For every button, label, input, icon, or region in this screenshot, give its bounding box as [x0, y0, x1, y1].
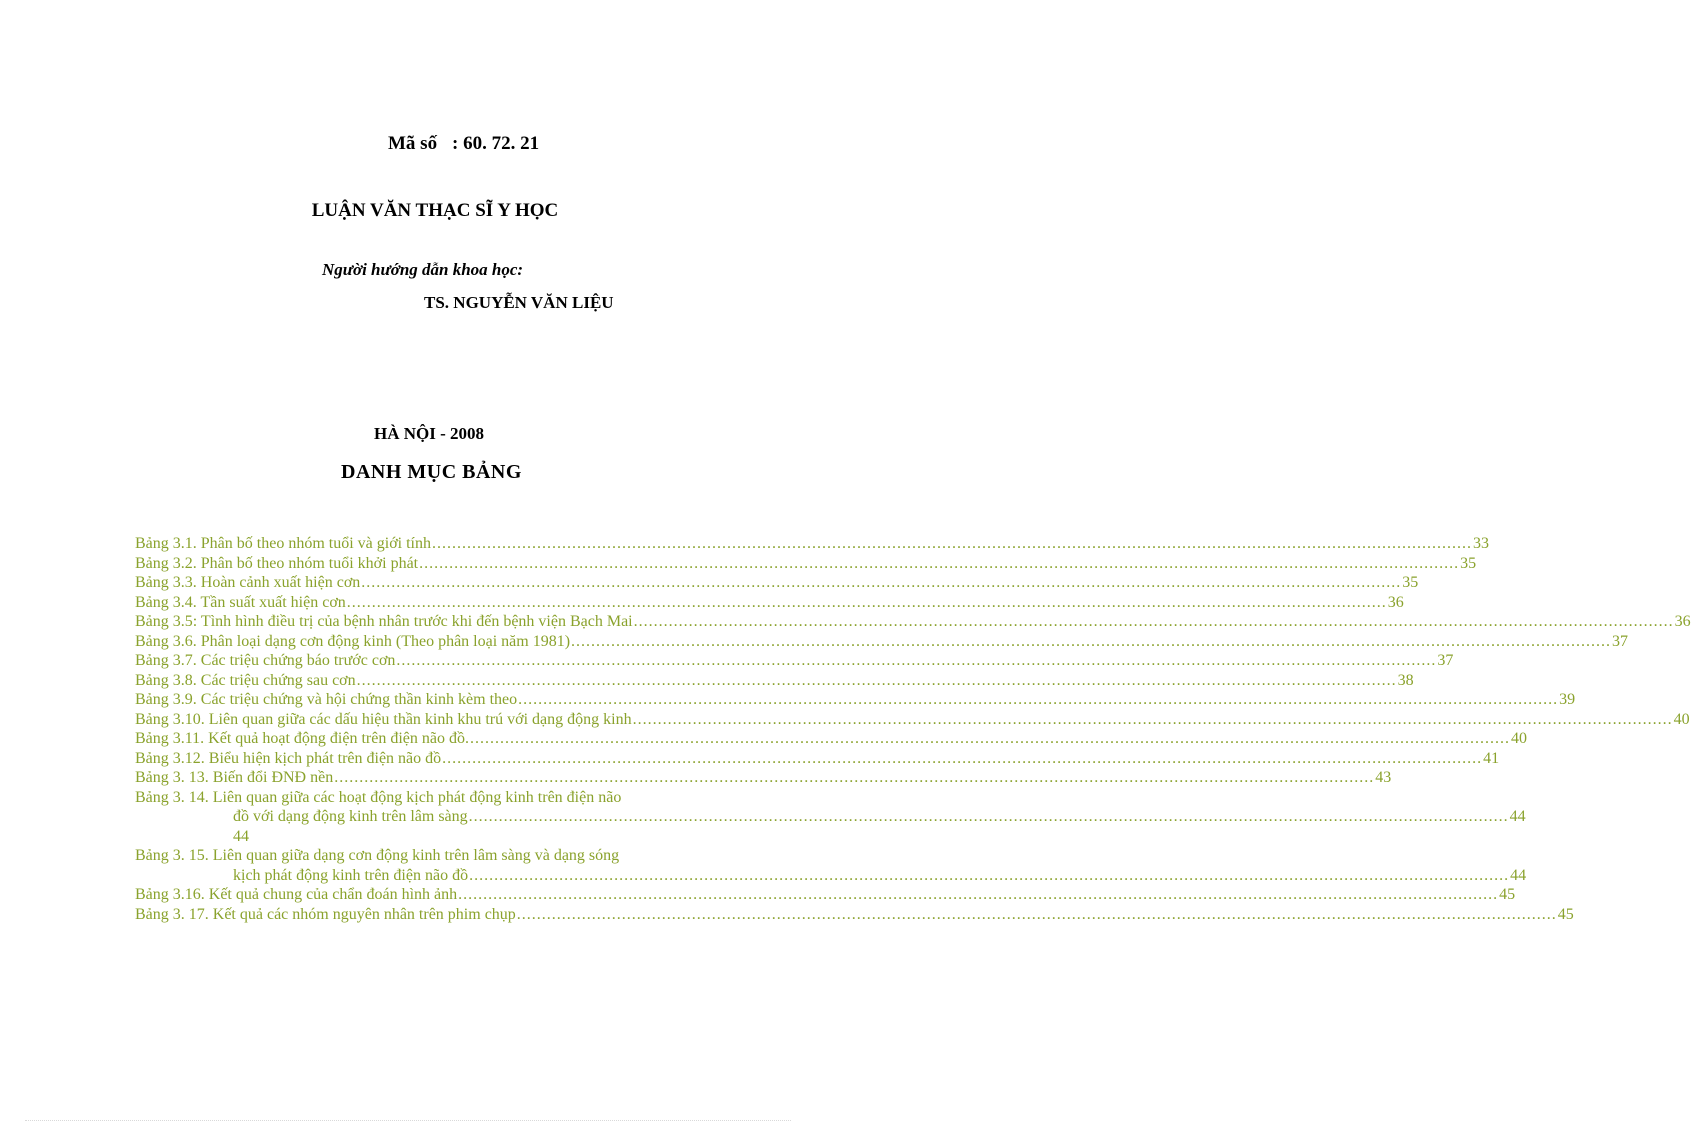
- page-bottom-divider: [25, 1120, 791, 1121]
- toc-entry-page: 44: [1510, 866, 1527, 884]
- toc-entry-page: 37: [1437, 652, 1454, 669]
- toc-entry-page: 41: [1483, 749, 1500, 767]
- toc-entry-title-continued: đồ với dạng động kinh trên lâm sàng: [233, 808, 468, 825]
- toc-leader-dots: [516, 905, 1558, 925]
- toc-entry-page: 45: [1557, 905, 1574, 923]
- toc-entry: [135, 749, 1500, 769]
- toc-leader-dots: [468, 807, 1510, 827]
- toc-leader-dots: [468, 866, 1510, 886]
- toc-entry: [135, 593, 1404, 613]
- toc-leader-dots: [333, 768, 1375, 788]
- toc-entry: [135, 573, 1419, 593]
- toc-entry-page: 44: [1509, 808, 1526, 825]
- toc-leader-dots: [346, 593, 1388, 613]
- toc-leader-dots: [431, 534, 1473, 554]
- toc-entry-title: Bảng 3.1. Phân bố theo nhóm tuổi và giới tính: [135, 535, 431, 552]
- toc-entry-page: 33: [1473, 535, 1489, 552]
- code-value: : 60. 72. 21: [452, 133, 540, 154]
- toc-leader-dots: [570, 632, 1612, 652]
- toc-entry-title: Bảng 3.16. Kết quả chung của chẩn đoán hình ảnh: [135, 886, 458, 903]
- toc-entry-title: Bảng 3.4. Tần suất xuất hiện cơn: [135, 593, 346, 611]
- toc-entry-page: 40: [1673, 710, 1690, 728]
- toc-entry-title: Bảng 3.7. Các triệu chứng báo trước cơn: [135, 652, 396, 669]
- toc-entry: [135, 885, 1516, 905]
- toc-leader-dots: [360, 573, 1402, 593]
- thesis-code-line: [388, 133, 539, 155]
- toc-entry-page: 36: [1387, 593, 1404, 611]
- advisor-label: Người hướng dẫn khoa học:: [322, 260, 524, 279]
- toc-entry: [135, 846, 1527, 885]
- toc-entry-page: 40: [1511, 730, 1527, 747]
- toc-entry-title: Bảng 3.11. Kết quả hoạt động điện trên điện não đồ.: [135, 730, 469, 747]
- toc-entry-page: 37: [1612, 632, 1629, 650]
- toc-entry-title: Bảng 3.12. Biểu hiện kịch phát trên điện não đồ: [135, 749, 442, 767]
- toc-entry: [135, 905, 1574, 925]
- toc-entry-title: Bảng 3.10. Liên quan giữa các dấu hiệu thần kinh khu trú với dạng động kinh: [135, 710, 632, 728]
- toc-entry-title: Bảng 3.2. Phân bố theo nhóm tuổi khởi phát: [135, 554, 419, 572]
- toc-entry: [135, 612, 1691, 632]
- toc-entry: [135, 690, 1576, 710]
- toc-entry: [135, 788, 1526, 847]
- toc-entry: [135, 768, 1392, 788]
- toc-entry-page: 43: [1375, 769, 1392, 786]
- toc-entry-title-continued: kịch phát động kinh trên điện não đồ: [233, 866, 469, 884]
- toc-entry-title: Bảng 3.6. Phân loại dạng cơn động kinh (Theo phân loại năm 1981): [135, 632, 571, 650]
- toc-entry: [135, 632, 1629, 652]
- toc-entry-title: Bảng 3.9. Các triệu chứng và hội chứng thần kinh kèm theo: [135, 691, 518, 708]
- toc-entry-title: Bảng 3. 14. Liên quan giữa các hoạt động kịch phát động kinh trên điện não: [135, 788, 622, 806]
- toc-entry: [135, 671, 1414, 691]
- toc-entry-page: 38: [1397, 671, 1414, 689]
- toc-entry-title: Bảng 3. 13. Biến đổi ĐNĐ nền: [135, 769, 334, 786]
- toc-entry-title: Bảng 3.3. Hoàn cảnh xuất hiện cơn: [135, 574, 361, 591]
- toc-leader-dots: [356, 671, 1398, 691]
- toc-leader-dots: [395, 651, 1437, 671]
- toc-entry-page: 39: [1559, 691, 1576, 708]
- toc-entry-title: Bảng 3. 17. Kết quả các nhóm nguyên nhân trên phim chụp: [135, 905, 516, 923]
- toc-leader-dots: [441, 749, 1483, 769]
- toc-entry: [135, 729, 1527, 749]
- toc-leader-dots: [457, 885, 1499, 905]
- toc-leader-dots: [632, 710, 1674, 730]
- toc-title: DANH MỤC BẢNG: [341, 461, 522, 483]
- toc-entry: [135, 534, 1489, 554]
- advisor-name: TS. NGUYỄN VĂN LIỆU: [424, 293, 614, 312]
- toc-entry-title: Bảng 3. 15. Liên quan giữa dạng cơn động kinh trên lâm sàng và dạng sóng: [135, 847, 620, 864]
- toc-leader-dots: [418, 554, 1460, 574]
- toc-entry-title: Bảng 3.8. Các triệu chứng sau cơn: [135, 671, 356, 689]
- toc-entry-page: 35: [1460, 554, 1477, 572]
- degree-title: LUẬN VĂN THẠC SĨ Y HỌC: [311, 200, 559, 221]
- table-of-contents: [135, 534, 1691, 924]
- toc-entry: [135, 651, 1454, 671]
- city-year: HÀ NỘI - 2008: [374, 424, 485, 443]
- toc-leader-dots: [469, 729, 1511, 749]
- toc-leader-dots: [633, 612, 1675, 632]
- toc-entry-page: 35: [1402, 574, 1419, 591]
- code-label: Mã số: [388, 133, 438, 154]
- toc-entry-title: Bảng 3.5: Tình hình điều trị của bệnh nhân trước khi đến bệnh viện Bạch Mai: [135, 613, 633, 630]
- toc-entry-extra-page: 44: [233, 827, 249, 845]
- toc-entry-page: 45: [1499, 886, 1516, 903]
- toc-leader-dots: [517, 690, 1559, 710]
- toc-entry: [135, 554, 1477, 574]
- toc-entry-page: 36: [1674, 613, 1691, 630]
- toc-entry: [135, 710, 1690, 730]
